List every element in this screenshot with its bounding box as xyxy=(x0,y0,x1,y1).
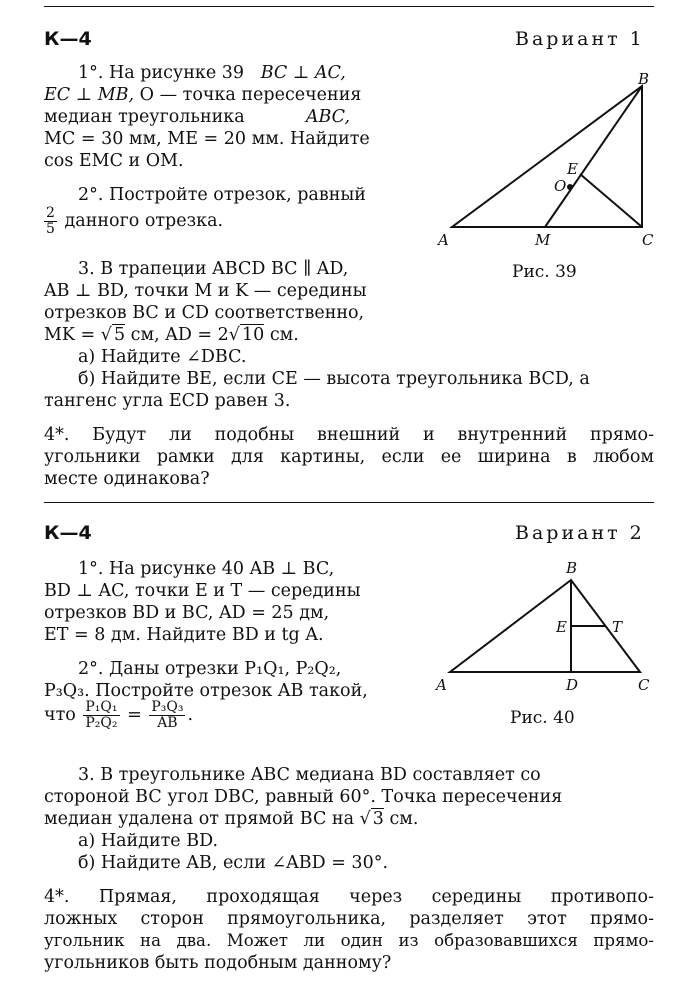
v2-variant-title: Вариант 2 xyxy=(515,522,645,544)
v1-p4-line1: 4*. Будут ли подобны внешний и внутренний прямо- xyxy=(44,425,654,445)
middle-rule xyxy=(44,502,654,503)
v1-label-m: M xyxy=(535,231,551,249)
v1-segment-ec xyxy=(580,174,642,227)
v1-label-a: A xyxy=(438,231,449,249)
v1-p1-line2: EC ⊥ MB, O — точка пересечения xyxy=(44,85,362,105)
v2-label-t: T xyxy=(612,618,623,636)
v1-p1-line3: медиан треугольника ABC, xyxy=(44,107,351,127)
v2-label-c: C xyxy=(638,676,650,694)
v1-label-o: O xyxy=(554,177,567,195)
v1-p3-a: а) Найдите ∠DBC. xyxy=(78,347,247,367)
v1-variant-title: Вариант 1 xyxy=(515,28,645,50)
v1-p3-b2: тангенс угла ECD равен 3. xyxy=(44,391,291,411)
v2-p4-line1: 4*. Прямая, проходящая через середины противопо- xyxy=(44,887,654,907)
v2-p1-line4: ET = 8 дм. Найдите BD и tg A. xyxy=(44,625,324,645)
v1-point-o xyxy=(567,184,573,190)
v2-label-a: A xyxy=(436,676,447,694)
v1-p1-line4: MC = 30 мм, ME = 20 мм. Найдите xyxy=(44,129,370,149)
v1-figure-caption: Рис. 39 xyxy=(512,262,577,282)
top-rule xyxy=(44,6,654,7)
v2-p2-line1: 2°. Даны отрезки P₁Q₁, P₂Q₂, xyxy=(78,659,342,679)
v1-p3-line4: MK = √ 5 см, AD = 2√ 10 см. xyxy=(44,325,299,345)
v1-p3-line1: 3. В трапеции ABCD BC ∥ AD, xyxy=(78,259,349,279)
v1-code: К—4 xyxy=(44,28,92,50)
v2-p4-line2: ложных сторон прямоугольника, разделяет этот прямо- xyxy=(44,909,654,929)
v2-figure-caption: Рис. 40 xyxy=(510,708,575,728)
v2-p3-a: а) Найдите BD. xyxy=(78,831,219,851)
v1-p4-line3: месте одинакова? xyxy=(44,469,210,489)
v2-code: К—4 xyxy=(44,522,92,544)
v2-p3-b: б) Найдите AB, если ∠ABD = 30°. xyxy=(78,853,389,873)
v2-p1-line2: BD ⊥ AC, точки E и T — середины xyxy=(44,581,361,601)
v2-p2-line2: P₃Q₃. Постройте отрезок AB такой, xyxy=(44,681,368,701)
v1-p3-line3: отрезков BC и CD соответственно, xyxy=(44,303,365,323)
v1-p3-line2: AB ⊥ BD, точки M и K — середины xyxy=(44,281,367,301)
v2-p4-line4: угольников быть подобным данному? xyxy=(44,953,392,973)
v2-p1-line3: отрезков BD и BC, AD = 25 дм, xyxy=(44,603,330,623)
v2-p3-line3: медиан удалена от прямой BC на √ 3 см. xyxy=(44,809,419,829)
v1-p2-line2: $\frac{2}{5}$ данного отрезка. xyxy=(46,205,224,237)
v2-figure-40 xyxy=(430,560,670,700)
v1-figure-39 xyxy=(430,70,670,250)
v1-p1-line1: 1°. На рисунке 39 BC ⊥ AC, xyxy=(78,63,346,83)
v1-median-mb xyxy=(545,86,642,227)
v1-p2-line1: 2°. Постройте отрезок, равный xyxy=(78,185,366,205)
v1-label-e: E xyxy=(567,160,578,178)
v2-p3-line1: 3. В треугольнике ABC медиана BD составляет со xyxy=(78,765,541,785)
v1-triangle-abc xyxy=(452,86,642,227)
v2-label-b: B xyxy=(566,560,578,577)
v2-label-d: D xyxy=(566,676,579,694)
v2-p4-line3: угольник на два. Может ли один из образовавшихся прямо- xyxy=(44,931,654,950)
v1-p3-b1: б) Найдите BE, если CE — высота треугольника BCD, а xyxy=(78,369,590,389)
v2-p3-line2: стороной BC угол DBC, равный 60°. Точка пересечения xyxy=(44,787,563,807)
v2-p1-line1: 1°. На рисунке 40 AB ⊥ BC, xyxy=(78,559,335,579)
v2-p2-line3: что $\frac{\text{P₁Q₁}}{\text{P₂Q₂}}$ = $\frac{\text{P₃Q₃}}{AB}$ . xyxy=(44,699,194,731)
v1-p4-line2: угольники рамки для картины, если ее ширина в любом xyxy=(44,447,654,467)
v1-label-b: B xyxy=(638,70,650,88)
v1-label-c: C xyxy=(642,231,654,249)
v2-label-e: E xyxy=(556,618,567,636)
v1-p1-line5: cos EMC и OM. xyxy=(44,151,184,171)
